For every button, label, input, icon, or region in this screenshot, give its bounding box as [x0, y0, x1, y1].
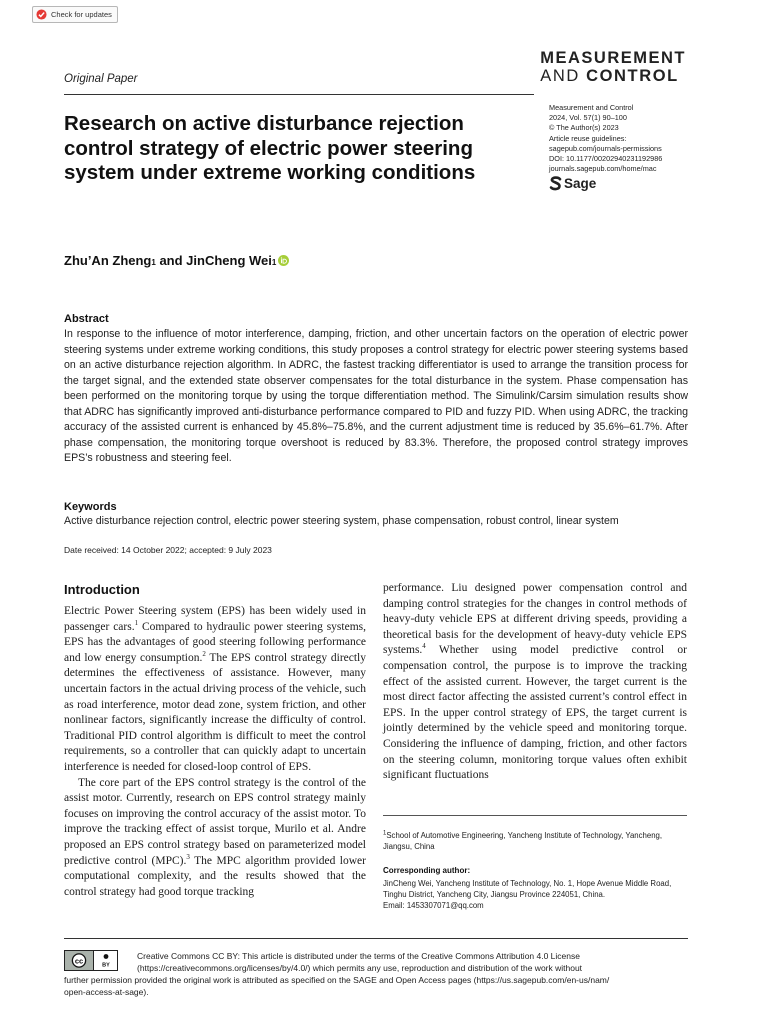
header-divider — [64, 94, 534, 95]
meta-permissions-link[interactable]: sagepub.com/journals-permissions — [549, 143, 662, 153]
sage-s-icon — [549, 176, 562, 191]
corresponding-author-details — [383, 878, 683, 911]
license-line: open-access-at-sage). — [64, 987, 149, 997]
keywords-text: Active disturbance rejection control, electric power steering system, phase compensation, robust control, linear system — [64, 515, 619, 527]
sage-label: Sage — [564, 176, 597, 191]
meta-doi[interactable]: DOI: 10.1177/00202940231192986 — [549, 154, 663, 164]
body-column-left — [64, 604, 366, 900]
license-text — [64, 950, 688, 998]
by-badge-text: BY — [101, 962, 110, 968]
article-metadata — [549, 103, 709, 174]
citation-ref[interactable]: 2 — [202, 649, 206, 658]
citation-ref[interactable]: 1 — [134, 618, 139, 627]
introduction-heading: Introduction — [64, 582, 140, 597]
logo-line-2: AND CONTROL — [540, 66, 679, 85]
abstract-text: In response to the influence of motor interference, damping, friction, and other uncertain factors on the operation of electric power steering systems under extreme working conditions, this study proposes a control strategy for electric power steering systems based on an active disturbance rejection algorithm. In ADRC, the fastest tracking differentiator is used to arrange the transition process for the target signal, and the extended state observer compensates for the total disturbance in the system. Phase compensation has been performed on the monitoring torque by using the torque differentiation method. The Simulink/Carsim simulation results show that ADRC has significantly improved anti-disturbance performance compared to PID and fuzzy PID. When using ADRC, the tracking accuracy of the assisted current is enhanced by 45.8%–75.8%, and the current adjustment time is reduced by 35.6%–61.7%. After phase compensation, the monitoring torque overshoot is reduced by 83.3%. Therefore, the proposed control strategy improves EPS’s robustness and steering feel. — [64, 328, 688, 464]
sage-logo — [549, 176, 596, 191]
check-for-updates-button[interactable] — [32, 6, 118, 23]
author-list — [64, 253, 289, 268]
meta-volume: 2024, Vol. 57(1) 90–100 — [549, 113, 627, 123]
meta-reuse: Article reuse guidelines: — [549, 133, 627, 143]
paper-title: Research on active disturbance rejection control strategy of electric power steering system under extreme working conditions — [64, 112, 476, 184]
affiliation: $^1$School of Automotive Engineering, Yancheng Institute of Technology, Yancheng, Jiangsu, China — [383, 830, 663, 851]
abstract-heading: Abstract — [64, 313, 109, 325]
citation-ref[interactable]: 3 — [186, 852, 190, 861]
author-name: Zhu’An Zheng — [64, 253, 152, 268]
logo-line-1: MEASUREMENT — [540, 49, 686, 67]
footer-divider — [64, 938, 688, 939]
license-line: further permission provided the original work is attributed as specified on the SAGE and Open Access pages (https://us.sagepub.com/en-us/nam/ — [64, 975, 610, 985]
author-name: JinCheng Wei — [186, 253, 272, 268]
license-line: Creative Commons CC BY: This article is distributed under the terms of the Creative Commons Attribution 4.0 License — [137, 951, 580, 961]
meta-journal-link[interactable]: journals.sagepub.com/home/mac — [549, 164, 657, 174]
affiliation-marker: 1 — [151, 258, 156, 267]
keywords-heading: Keywords — [64, 501, 117, 513]
citation-ref[interactable]: 4 — [422, 642, 426, 651]
corresponding-address: JinCheng Wei, Yancheng Institute of Technology, No. 1, Hope Avenue Middle Road, Tinghu District, Yancheng City, Jiangsu Province 224051, China. — [383, 879, 672, 899]
article-type: Original Paper — [64, 73, 138, 85]
intro-paragraph: Electric Power Steering system (EPS) has been widely used in passenger cars.$^1$ Compared to hydraulic power steering systems, EPS has the advantages of good steering following performance and low energy consumption.$^2$ The EPS control strategy directly determines the effectiveness of assistance. However, many uncertain factors in the actual driving process of the vehicle, such as road interference, motor dead zone, system friction, and other nonlinear factors, significantly increase the difficulty of control. Traditional PID control algorithm is difficult to meet the control requirements, so a controller that can quickly adapt to uncertain interference is needed for closed-loop control of EPS. — [64, 605, 367, 773]
meta-copyright: © The Author(s) 2023 — [549, 123, 619, 133]
orcid-icon[interactable] — [278, 255, 289, 266]
corresponding-author-heading: Corresponding author: — [383, 866, 471, 875]
journal-logo — [540, 50, 686, 84]
cc-badge-text: cc — [74, 956, 84, 966]
license-line: (https://creativecommons.org/licenses/by/4.0/) which permits any use, reproduction and distribution of the work without — [137, 963, 583, 973]
affiliation-marker: 1 — [271, 258, 277, 267]
footnote-divider — [383, 815, 687, 816]
intro-paragraph: The core part of the EPS control strategy is the control of the assist motor. Currently, research on EPS control strategy mainly focuses on improving the control accuracy of the assist motor. To improve the tracking effect of assist torque, Murilo et al. Andre proposed an EPS control strategy based on parameterized model predictive control (MPC).$^3$ The MPC algorithm provided lower computational complexity, and the results showed that the control strategy had good torque tracking — [64, 776, 366, 898]
author-separator: and — [155, 253, 187, 268]
corresponding-email[interactable]: Email: 1453307071@qq.com — [383, 901, 484, 910]
check-updates-icon — [36, 9, 47, 20]
meta-journal: Measurement and Control — [549, 103, 634, 112]
dates-line: Date received: 14 October 2022; accepted: 9 July 2023 — [64, 545, 272, 555]
check-for-updates-label: Check for updates — [51, 10, 112, 19]
body-column-right: performance. Liu designed power compensation control and damping control strategies for the changes in control methods of heavy-duty vehicle EPS at different driving speeds, providing a theoretical basis for the development of heavy-duty vehicle EPS systems.$^4$ Whether using model predictive control or compensation control, the purpose is to improve the tracking effect of the assisted current. However, the target current is the most direct factor affecting the assisted current’s control effect in EPS. In the upper control strategy of EPS, the target current is jointly determined by the vehicle speed and monitoring torque. Considering the influence of damping, friction, and other factors on the steering column, monitoring torque values often exhibit significant fluctuations — [383, 582, 687, 782]
